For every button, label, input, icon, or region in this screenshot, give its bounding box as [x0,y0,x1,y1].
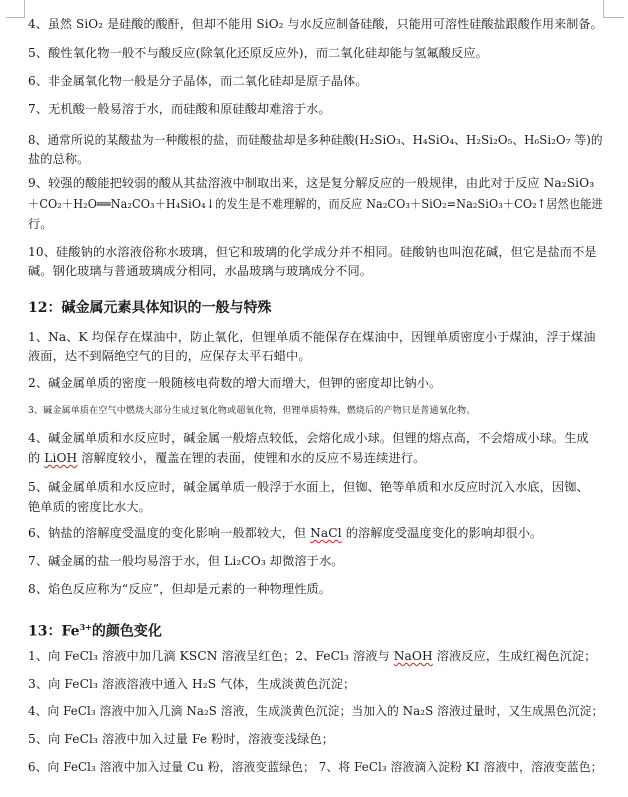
paragraph-item-9-line-1: 9、较强的酸能把较弱的酸从其盐溶液中制取出来，这是复分解反应的一般规律，由此对于反应 Na₂SiO₃ [28,176,595,190]
superscript-charge: 3+ [79,622,92,632]
paragraph-item-9-line-2: ＋CO₂＋H₂O══Na₂CO₃＋H₄SiO₄↓的发生是不难理解的，而反应 Na₂CO₃＋SiO₂=Na₂SiO₃＋CO₂↑居然也能进 [28,197,603,211]
text-run: 的溶解度受温度变化的影响却很小。 [341,526,543,540]
s12-item-4-line-2 [28,450,425,466]
section-12-heading: 12：碱金属元素具体知识的一般与特殊 [28,300,272,316]
s12-item-6 [28,525,542,541]
section-13-heading [28,618,162,641]
paragraph-item-8-line-2: 盐的总称。 [28,152,90,166]
s12-item-4-line-1: 4、碱金属单质和水反应时，碱金属一般熔点较低，会熔化成小球。但锂的熔点高，不会熔成小球。生成 [28,431,589,445]
spellcheck-flagged-word[interactable]: NaOH [393,649,433,663]
s12-item-5-line-2: 铯单质的密度比水大。 [28,500,151,514]
paragraph-item-8-line-1: 8、通常所说的某酸盐为一种酸根的盐，而硅酸盐却是多种硅酸(H₂SiO₃、H₄SiO₄、H₂Si₂O₅、H₆Si₂O₇ 等)的 [28,133,603,147]
s13-item-6-7: 6、向 FeCl₃ 溶液中加入过量 Cu 粉，溶液变蓝绿色； 7、将 FeCl₃ 溶液滴入淀粉 KI 溶液中，溶液变蓝色； [28,760,603,774]
s12-item-8: 8、焰色反应称为“反应”，但却是元素的一种物理性质。 [28,582,332,596]
s12-item-5-line-1: 5、碱金属单质和水反应时，碱金属单质一般浮于水面上，但铷、铯等单质和水反应时沉入水底，因铷、 [28,480,589,494]
heading-text: 13：Fe [28,623,80,640]
text-run: 的 [28,451,45,465]
paragraph-item-4: 4、虽然 SiO₂ 是硅酸的酸酐，但却不能用 SiO₂ 与水反应制备硅酸，只能用可溶性硅酸盐跟酸作用来制备。 [28,17,603,31]
text-run: 溶液反应，生成红褐色沉淀； [432,649,597,663]
s12-item-3: 3、碱金属单质在空气中燃烧大部分生成过氧化物或超氧化物，但锂单质特殊，燃烧后的产物只是普通氧化物。 [28,406,476,416]
spellcheck-flagged-word[interactable]: LiOH [44,451,78,465]
s13-item-5: 5、向 FeCl₃ 溶液中加入过量 Fe 粉时，溶液变浅绿色； [28,732,335,746]
text-run: 6、钠盐的溶解度受温度的变化影响一般都较大，但 [28,526,311,540]
paragraph-item-10-line-2: 碱。钢化玻璃与普通玻璃成分相同，水晶玻璃与玻璃成分不同。 [28,264,373,278]
s13-item-4: 4、向 FeCl₃ 溶液中加入几滴 Na₂S 溶液，生成淡黄色沉淀；当加入的 Na₂S 溶液过量时，又生成黑色沉淀； [28,704,604,718]
text-run: 溶解度较小，覆盖在锂的表面，使锂和水的反应不易连续进行。 [77,451,426,465]
s12-item-1-line-2: 液面，达不到隔绝空气的目的，应保存太平石蜡中。 [28,349,311,363]
paragraph-item-6: 6、非金属氧化物一般是分子晶体，而二氧化硅却是原子晶体。 [28,74,368,88]
margin-corner-top-right [603,0,624,18]
heading-text: 的颜色变化 [91,623,162,640]
paragraph-item-5: 5、酸性氧化物一般不与酸反应(除氧化还原反应外)，而二氧化硅却能与氢氟酸反应。 [28,46,488,60]
s12-item-7: 7、碱金属的盐一般均易溶于水，但 Li₂CO₃ 却微溶于水。 [28,554,344,568]
s12-item-2: 2、碱金属单质的密度一般随核电荷数的增大而增大，但钾的密度却比钠小。 [28,376,442,390]
text-run: 1、向 FeCl₃ 溶液中加几滴 KSCN 溶液呈红色；2、FeCl₃ 溶液与 [28,649,394,663]
paragraph-item-9-line-3: 行。 [28,217,53,231]
spellcheck-flagged-word[interactable]: NaCl [310,526,342,540]
s13-item-1 [28,648,596,664]
s12-item-1-line-1: 1、Na、K 均保存在煤油中，防止氧化，但锂单质不能保存在煤油中，因锂单质密度小于煤油，浮于煤油 [28,330,596,344]
paragraph-item-10-line-1: 10、硅酸钠的水溶液俗称水玻璃，但它和玻璃的化学成分并不相同。硅酸钠也叫泡花碱，但它是盐而不是 [28,245,597,259]
s13-item-3: 3、向 FeCl₃ 溶液溶液中通入 H₂S 气体，生成淡黄色沉淀； [28,677,356,691]
margin-corner-top-left [6,0,25,18]
paragraph-item-7: 7、无机酸一般易溶于水，而硅酸和原硅酸却难溶于水。 [28,102,331,116]
